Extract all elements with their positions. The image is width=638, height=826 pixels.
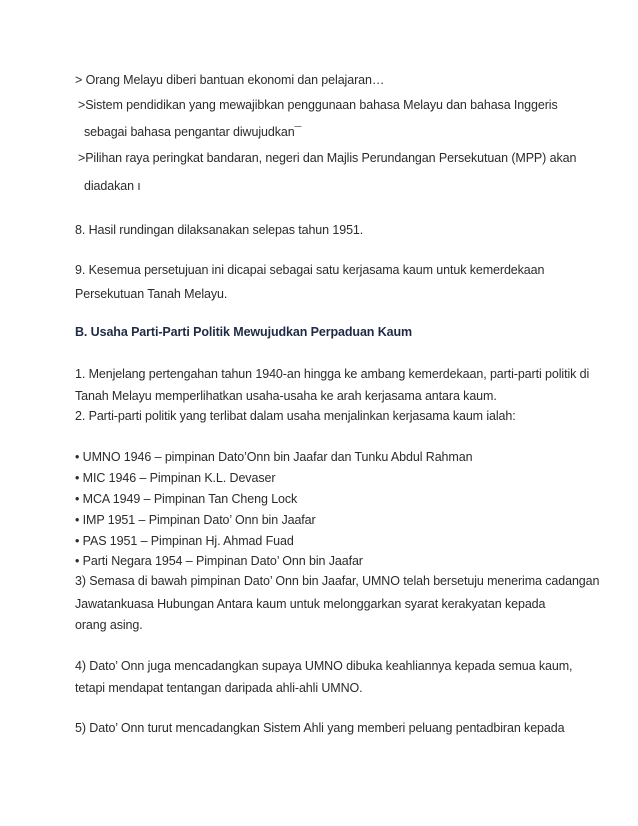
text-line: 3) Semasa di bawah pimpinan Dato’ Onn bin Jaafar, UMNO telah bersetuju menerima cadangan [75,574,600,588]
list-item: • PAS 1951 – Pimpinan Hj. Ahmad Fuad [75,534,294,548]
text-line: 9. Kesemua persetujuan ini dicapai sebagai satu kerjasama kaum untuk kemerdekaan [75,263,545,277]
text-line: > Orang Melayu diberi bantuan ekonomi dan pelajaran… [75,73,385,87]
text-line: diadakan ı [84,179,141,193]
text-line: >Pilihan raya peringkat bandaran, negeri dan Majlis Perundangan Persekutuan (MPP) akan [78,151,577,165]
text-line: Tanah Melayu memperlihatkan usaha-usaha ke arah kerjasama antara kaum. [75,389,497,403]
list-item: • IMP 1951 – Pimpinan Dato’ Onn bin Jaafar [75,513,316,527]
text-line: sebagai bahasa pengantar diwujudkan¯ [84,125,302,139]
list-item: • Parti Negara 1954 – Pimpinan Dato’ Onn bin Jaafar [75,554,363,568]
text-line: 4) Dato’ Onn juga mencadangkan supaya UMNO dibuka keahliannya kepada semua kaum, [75,659,573,673]
text-line: Jawatankuasa Hubungan Antara kaum untuk melonggarkan syarat kerakyatan kepada [75,597,546,611]
text-line: Persekutuan Tanah Melayu. [75,287,228,301]
text-line: >Sistem pendidikan yang mewajibkan penggunaan bahasa Melayu dan bahasa Inggeris [78,98,558,112]
section-heading: B. Usaha Parti-Parti Politik Mewujudkan Perpaduan Kaum [75,325,413,339]
text-line: 5) Dato’ Onn turut mencadangkan Sistem Ahli yang memberi peluang pentadbiran kepada [75,721,565,735]
list-item: • UMNO 1946 – pimpinan Dato’Onn bin Jaafar dan Tunku Abdul Rahman [75,450,473,464]
text-line: orang asing. [75,618,143,632]
text-line: tetapi mendapat tentangan daripada ahli-ahli UMNO. [75,681,363,695]
list-item: • MCA 1949 – Pimpinan Tan Cheng Lock [75,492,298,506]
list-item: • MIC 1946 – Pimpinan K.L. Devaser [75,471,276,485]
text-line: 2. Parti-parti politik yang terlibat dalam usaha menjalinkan kerjasama kaum ialah: [75,409,516,423]
text-line: 8. Hasil rundingan dilaksanakan selepas tahun 1951. [75,223,364,237]
text-line: 1. Menjelang pertengahan tahun 1940-an hingga ke ambang kemerdekaan, parti-parti politik di [75,367,590,381]
